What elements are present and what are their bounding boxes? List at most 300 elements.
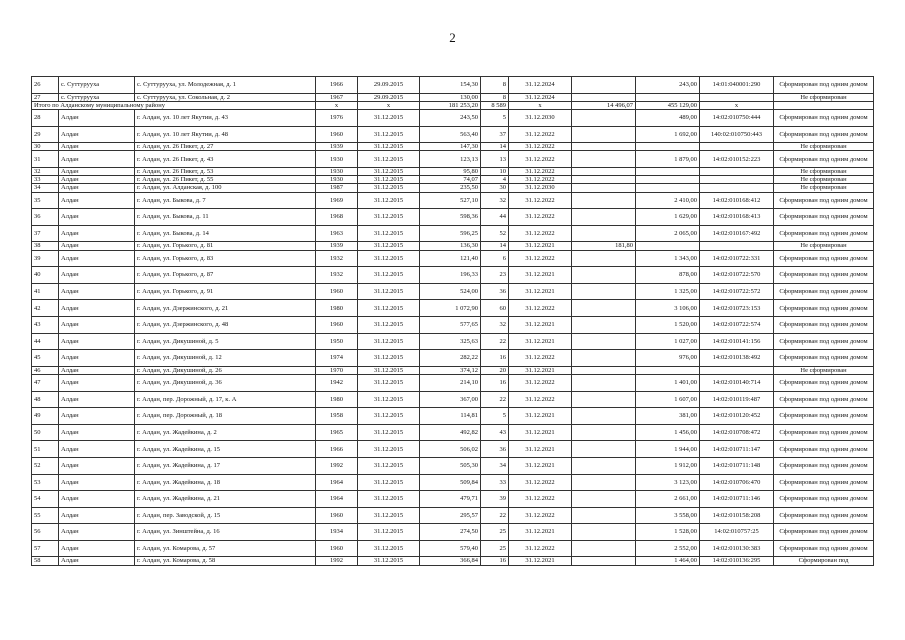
extra-value-cell <box>572 300 636 317</box>
settlement-name-cell: с. Суттурууха <box>59 93 135 101</box>
inclusion-date-cell: 31.12.2015 <box>358 250 420 267</box>
settlement-name-cell: Алдан <box>59 507 135 524</box>
row-number-cell: 31 <box>32 151 59 168</box>
settlement-name-cell: Алдан <box>59 225 135 242</box>
inclusion-date-cell: 29.09.2015 <box>358 77 420 94</box>
settlement-name-cell: Алдан <box>59 391 135 408</box>
land-status-cell: Не сформирован <box>774 242 874 250</box>
inclusion-date-cell: 31.12.2015 <box>358 176 420 184</box>
land-status-cell: Сформирован под одним домом <box>774 283 874 300</box>
area-cell: 123,13 <box>420 151 481 168</box>
planned-date-cell: 31.12.2021 <box>509 316 572 333</box>
area-cell: 492,82 <box>420 424 481 441</box>
area-cell: 505,30 <box>420 457 481 474</box>
area-cell: 509,84 <box>420 474 481 491</box>
area-cell: 74,07 <box>420 176 481 184</box>
residents-count-cell: 20 <box>481 366 509 374</box>
address-cell: г. Алдан, ул. 26 Пикет, д. 43 <box>135 151 316 168</box>
cadastral-number-cell: 14:02:010140:714 <box>700 374 774 391</box>
settlement-name-cell: Алдан <box>59 267 135 284</box>
land-status-cell: Не сформирован <box>774 366 874 374</box>
address-cell: г. Алдан, ул. Горького, д. 87 <box>135 267 316 284</box>
land-status-cell: Сформирован под одним домом <box>774 300 874 317</box>
row-number-cell: 36 <box>32 209 59 226</box>
cadastral-number-cell <box>700 184 774 192</box>
year-built-cell: 1987 <box>316 184 358 192</box>
land-status-cell: Не сформирован <box>774 176 874 184</box>
year-built-cell: 1976 <box>316 110 358 127</box>
address-cell: г. Алдан, ул. Быкова, д. 11 <box>135 209 316 226</box>
extra-value-cell <box>572 524 636 541</box>
area-cell: 130,00 <box>420 93 481 101</box>
land-status-cell: Сформирован под одним домом <box>774 225 874 242</box>
cadastral-number-cell: 14:02:010706:470 <box>700 474 774 491</box>
inclusion-date-cell: 31.12.2015 <box>358 267 420 284</box>
land-area-cell <box>636 93 700 101</box>
cadastral-number-cell: 14:02:010711:147 <box>700 441 774 458</box>
land-status-cell: Сформирован под одним домом <box>774 110 874 127</box>
inclusion-date-cell: 31.12.2015 <box>358 366 420 374</box>
table-row <box>32 167 874 175</box>
land-area-cell: 976,00 <box>636 350 700 367</box>
land-area-cell <box>636 184 700 192</box>
extra-value-cell: 181,80 <box>572 242 636 250</box>
table-row <box>32 408 874 425</box>
table-row <box>32 143 874 151</box>
cadastral-number-cell: 14:02:010136:295 <box>700 557 774 565</box>
address-cell: с. Суттурууха, ул. Молодежная, д. 1 <box>135 77 316 94</box>
settlement-name-cell: Алдан <box>59 557 135 565</box>
planned-date-cell: 31.12.2021 <box>509 333 572 350</box>
planned-date-cell: 31.12.2021 <box>509 557 572 565</box>
inclusion-date-cell: 31.12.2015 <box>358 283 420 300</box>
land-status-cell: Сформирован под одним домом <box>774 491 874 508</box>
table-row <box>32 300 874 317</box>
residents-count-cell: 30 <box>481 184 509 192</box>
area-cell: 524,00 <box>420 283 481 300</box>
extra-value-cell <box>572 350 636 367</box>
extra-value-cell <box>572 77 636 94</box>
row-number-cell: 53 <box>32 474 59 491</box>
settlement-name-cell: Алдан <box>59 350 135 367</box>
settlement-name-cell: Алдан <box>59 408 135 425</box>
residents-count-cell: 6 <box>481 250 509 267</box>
table-row <box>32 93 874 101</box>
cadastral-number-cell: 14:02:010138:492 <box>700 350 774 367</box>
land-area-cell: 1 027,00 <box>636 333 700 350</box>
land-status-cell: Сформирован под одним домом <box>774 391 874 408</box>
total-row-date2: x <box>509 101 572 109</box>
cadastral-number-cell: 14:02:010722:572 <box>700 283 774 300</box>
residents-count-cell: 23 <box>481 267 509 284</box>
address-cell: г. Алдан, ул. Дикушиной, д. 26 <box>135 366 316 374</box>
extra-value-cell <box>572 167 636 175</box>
residents-count-cell: 52 <box>481 225 509 242</box>
row-number-cell: 48 <box>32 391 59 408</box>
land-area-cell <box>636 366 700 374</box>
table-row <box>32 316 874 333</box>
area-cell: 506,02 <box>420 441 481 458</box>
planned-date-cell: 31.12.2021 <box>509 366 572 374</box>
row-number-cell: 52 <box>32 457 59 474</box>
land-area-cell: 2 410,00 <box>636 192 700 209</box>
planned-date-cell: 31.12.2021 <box>509 267 572 284</box>
cadastral-number-cell <box>700 366 774 374</box>
planned-date-cell: 31.12.2022 <box>509 374 572 391</box>
cadastral-number-cell: 14:02:010757:25 <box>700 524 774 541</box>
year-built-cell: 1950 <box>316 333 358 350</box>
settlement-name-cell: Алдан <box>59 457 135 474</box>
area-cell: 282,22 <box>420 350 481 367</box>
table-row <box>32 366 874 374</box>
settlement-name-cell: Алдан <box>59 374 135 391</box>
cadastral-number-cell: 14:01:040001:290 <box>700 77 774 94</box>
cadastral-number-cell: 14:02:010130:383 <box>700 540 774 557</box>
planned-date-cell: 31.12.2022 <box>509 350 572 367</box>
land-status-cell: Сформирован под одним домом <box>774 250 874 267</box>
land-status-cell: Сформирован под одним домом <box>774 350 874 367</box>
row-number-cell: 29 <box>32 126 59 143</box>
address-cell: с. Суттурууха, ул. Сокольная, д. 2 <box>135 93 316 101</box>
year-built-cell: 1934 <box>316 524 358 541</box>
planned-date-cell: 31.12.2030 <box>509 184 572 192</box>
table-row <box>32 474 874 491</box>
address-cell: г. Алдан, ул. Быкова, д. 7 <box>135 192 316 209</box>
land-area-cell: 1 528,00 <box>636 524 700 541</box>
cadastral-number-cell: 14:02:010722:331 <box>700 250 774 267</box>
extra-value-cell <box>572 366 636 374</box>
planned-date-cell: 31.12.2022 <box>509 250 572 267</box>
land-area-cell: 381,00 <box>636 408 700 425</box>
address-cell: г. Алдан, ул. 10 лет Якутии, д. 43 <box>135 110 316 127</box>
extra-value-cell <box>572 333 636 350</box>
planned-date-cell: 31.12.2022 <box>509 507 572 524</box>
inclusion-date-cell: 31.12.2015 <box>358 491 420 508</box>
residents-count-cell: 5 <box>481 110 509 127</box>
inclusion-date-cell: 31.12.2015 <box>358 167 420 175</box>
address-cell: г. Алдан, ул. Жадейкина, д. 21 <box>135 491 316 508</box>
residents-count-cell: 25 <box>481 524 509 541</box>
year-built-cell: 1960 <box>316 126 358 143</box>
residents-count-cell: 25 <box>481 540 509 557</box>
planned-date-cell: 31.12.2022 <box>509 491 572 508</box>
planned-date-cell: 31.12.2021 <box>509 524 572 541</box>
address-cell: г. Алдан, ул. Горького, д. 83 <box>135 250 316 267</box>
land-status-cell: Сформирован под одним домом <box>774 374 874 391</box>
inclusion-date-cell: 31.12.2015 <box>358 557 420 565</box>
table-body-before-total <box>32 77 874 102</box>
table-row <box>32 77 874 94</box>
cadastral-number-cell: 140:02:010750:443 <box>700 126 774 143</box>
planned-date-cell: 31.12.2021 <box>509 283 572 300</box>
table-row <box>32 110 874 127</box>
residents-count-cell: 34 <box>481 457 509 474</box>
extra-value-cell <box>572 457 636 474</box>
residents-count-cell: 36 <box>481 441 509 458</box>
area-cell: 374,12 <box>420 366 481 374</box>
address-cell: г. Алдан, ул. Быкова, д. 14 <box>135 225 316 242</box>
year-built-cell: 1974 <box>316 350 358 367</box>
table-row <box>32 126 874 143</box>
inclusion-date-cell: 31.12.2015 <box>358 300 420 317</box>
table-row <box>32 250 874 267</box>
year-built-cell: 1932 <box>316 267 358 284</box>
extra-value-cell <box>572 110 636 127</box>
row-number-cell: 40 <box>32 267 59 284</box>
settlement-name-cell: Алдан <box>59 424 135 441</box>
year-built-cell: 1960 <box>316 540 358 557</box>
extra-value-cell <box>572 143 636 151</box>
extra-value-cell <box>572 184 636 192</box>
land-area-cell <box>636 167 700 175</box>
address-cell: г. Алдан, ул. 26 Пикет, д. 27 <box>135 143 316 151</box>
planned-date-cell: 31.12.2021 <box>509 457 572 474</box>
cadastral-number-cell <box>700 93 774 101</box>
land-area-cell <box>636 242 700 250</box>
year-built-cell: 1967 <box>316 93 358 101</box>
extra-value-cell <box>572 151 636 168</box>
cadastral-number-cell <box>700 242 774 250</box>
land-area-cell: 2 661,00 <box>636 491 700 508</box>
land-area-cell: 243,00 <box>636 77 700 94</box>
table-row <box>32 424 874 441</box>
land-status-cell: Не сформирован <box>774 93 874 101</box>
inclusion-date-cell: 31.12.2015 <box>358 441 420 458</box>
extra-value-cell <box>572 176 636 184</box>
inclusion-date-cell: 31.12.2015 <box>358 126 420 143</box>
area-cell: 527,10 <box>420 192 481 209</box>
cadastral-number-cell: 14:02:010711:148 <box>700 457 774 474</box>
planned-date-cell: 31.12.2030 <box>509 110 572 127</box>
row-number-cell: 46 <box>32 366 59 374</box>
inclusion-date-cell: 31.12.2015 <box>358 192 420 209</box>
residents-count-cell: 37 <box>481 126 509 143</box>
inclusion-date-cell: 31.12.2015 <box>358 316 420 333</box>
extra-value-cell <box>572 316 636 333</box>
planned-date-cell: 31.12.2021 <box>509 408 572 425</box>
land-status-cell: Сформирован под <box>774 557 874 565</box>
table-body-total <box>32 101 874 109</box>
inclusion-date-cell: 31.12.2015 <box>358 225 420 242</box>
row-number-cell: 35 <box>32 192 59 209</box>
address-cell: г. Алдан, ул. Дзержинского, д. 21 <box>135 300 316 317</box>
land-area-cell: 878,00 <box>636 267 700 284</box>
settlement-name-cell: Алдан <box>59 126 135 143</box>
cadastral-number-cell: 14:02:010723:153 <box>700 300 774 317</box>
year-built-cell: 1969 <box>316 192 358 209</box>
extra-value-cell <box>572 441 636 458</box>
land-area-cell <box>636 176 700 184</box>
address-cell: г. Алдан, ул. 26 Пикет, д. 53 <box>135 167 316 175</box>
total-row-label: Итого по Алданскому муниципальному району <box>32 101 316 109</box>
row-number-cell: 47 <box>32 374 59 391</box>
address-cell: г. Алдан, ул. Комарова, д. 57 <box>135 540 316 557</box>
area-cell: 214,10 <box>420 374 481 391</box>
housing-register-table <box>31 76 874 566</box>
land-area-cell: 1 607,00 <box>636 391 700 408</box>
settlement-name-cell: Алдан <box>59 176 135 184</box>
area-cell: 577,65 <box>420 316 481 333</box>
row-number-cell: 39 <box>32 250 59 267</box>
planned-date-cell: 31.12.2022 <box>509 167 572 175</box>
extra-value-cell <box>572 391 636 408</box>
land-status-cell: Не сформирован <box>774 143 874 151</box>
land-status-cell: Сформирован под одним домом <box>774 408 874 425</box>
area-cell: 235,50 <box>420 184 481 192</box>
address-cell: г. Алдан, ул. Жадейкина, д. 18 <box>135 474 316 491</box>
extra-value-cell <box>572 474 636 491</box>
land-area-cell: 3 106,00 <box>636 300 700 317</box>
settlement-name-cell: Алдан <box>59 167 135 175</box>
year-built-cell: 1980 <box>316 391 358 408</box>
table-row <box>32 151 874 168</box>
area-cell: 367,00 <box>420 391 481 408</box>
table-row <box>32 457 874 474</box>
planned-date-cell: 31.12.2022 <box>509 391 572 408</box>
residents-count-cell: 36 <box>481 283 509 300</box>
inclusion-date-cell: 31.12.2015 <box>358 350 420 367</box>
land-status-cell: Сформирован под одним домом <box>774 540 874 557</box>
address-cell: г. Алдан, ул. Горького, д. 91 <box>135 283 316 300</box>
year-built-cell: 1960 <box>316 507 358 524</box>
address-cell: г. Алдан, ул. 26 Пикет, д. 55 <box>135 176 316 184</box>
row-number-cell: 51 <box>32 441 59 458</box>
planned-date-cell: 31.12.2021 <box>509 424 572 441</box>
extra-value-cell <box>572 540 636 557</box>
cadastral-number-cell: 14:02:010120:452 <box>700 408 774 425</box>
address-cell: г. Алдан, ул. Зинштейна, д. 16 <box>135 524 316 541</box>
row-number-cell: 49 <box>32 408 59 425</box>
year-built-cell: 1970 <box>316 366 358 374</box>
row-number-cell: 27 <box>32 93 59 101</box>
cadastral-number-cell: 14:02:010711:146 <box>700 491 774 508</box>
residents-count-cell: 33 <box>481 474 509 491</box>
year-built-cell: 1960 <box>316 316 358 333</box>
page-number: 2 <box>449 30 456 45</box>
table-row <box>32 267 874 284</box>
inclusion-date-cell: 31.12.2015 <box>358 524 420 541</box>
extra-value-cell <box>572 192 636 209</box>
cadastral-number-cell: 14:02:010158:208 <box>700 507 774 524</box>
inclusion-date-cell: 31.12.2015 <box>358 151 420 168</box>
year-built-cell: 1964 <box>316 491 358 508</box>
area-cell: 147,30 <box>420 143 481 151</box>
area-cell: 366,84 <box>420 557 481 565</box>
total-row <box>32 101 874 109</box>
row-number-cell: 33 <box>32 176 59 184</box>
table-row <box>32 524 874 541</box>
extra-value-cell <box>572 93 636 101</box>
residents-count-cell: 14 <box>481 143 509 151</box>
settlement-name-cell: Алдан <box>59 192 135 209</box>
land-status-cell: Сформирован под одним домом <box>774 316 874 333</box>
year-built-cell: 1992 <box>316 457 358 474</box>
land-status-cell: Сформирован под одним домом <box>774 151 874 168</box>
inclusion-date-cell: 31.12.2015 <box>358 408 420 425</box>
inclusion-date-cell: 31.12.2015 <box>358 391 420 408</box>
settlement-name-cell: с. Суттурууха <box>59 77 135 94</box>
year-built-cell: 1964 <box>316 474 358 491</box>
area-cell: 598,36 <box>420 209 481 226</box>
land-area-cell: 3 558,00 <box>636 507 700 524</box>
cadastral-number-cell: 14:02:010168:413 <box>700 209 774 226</box>
area-cell: 579,40 <box>420 540 481 557</box>
residents-count-cell: 5 <box>481 408 509 425</box>
extra-value-cell <box>572 557 636 565</box>
land-status-cell: Сформирован под одним домом <box>774 77 874 94</box>
row-number-cell: 42 <box>32 300 59 317</box>
settlement-name-cell: Алдан <box>59 110 135 127</box>
residents-count-cell: 22 <box>481 333 509 350</box>
residents-count-cell: 22 <box>481 391 509 408</box>
land-status-cell: Сформирован под одним домом <box>774 457 874 474</box>
land-status-cell: Сформирован под одним домом <box>774 267 874 284</box>
address-cell: г. Алдан, ул. Алданская, д. 100 <box>135 184 316 192</box>
planned-date-cell: 31.12.2022 <box>509 143 572 151</box>
area-cell: 479,71 <box>420 491 481 508</box>
residents-count-cell: 16 <box>481 557 509 565</box>
table-row <box>32 374 874 391</box>
table-row <box>32 391 874 408</box>
table-row <box>32 507 874 524</box>
row-number-cell: 34 <box>32 184 59 192</box>
total-row-status <box>774 101 874 109</box>
address-cell: г. Алдан, пер. Дорожный, д. 17, к. А <box>135 391 316 408</box>
table-row <box>32 192 874 209</box>
land-area-cell: 2 065,00 <box>636 225 700 242</box>
land-status-cell: Сформирован под одним домом <box>774 333 874 350</box>
address-cell: г. Алдан, ул. Дикушиной, д. 12 <box>135 350 316 367</box>
land-area-cell: 1 912,00 <box>636 457 700 474</box>
settlement-name-cell: Алдан <box>59 184 135 192</box>
inclusion-date-cell: 31.12.2015 <box>358 540 420 557</box>
residents-count-cell: 22 <box>481 507 509 524</box>
area-cell: 196,33 <box>420 267 481 284</box>
planned-date-cell: 31.12.2022 <box>509 192 572 209</box>
table-row <box>32 557 874 565</box>
total-row-date: x <box>358 101 420 109</box>
land-area-cell: 2 552,00 <box>636 540 700 557</box>
residents-count-cell: 8 <box>481 77 509 94</box>
planned-date-cell: 31.12.2022 <box>509 209 572 226</box>
land-area-cell: 489,00 <box>636 110 700 127</box>
inclusion-date-cell: 31.12.2015 <box>358 474 420 491</box>
year-built-cell: 1980 <box>316 300 358 317</box>
year-built-cell: 1932 <box>316 250 358 267</box>
year-built-cell: 1963 <box>316 225 358 242</box>
land-area-cell: 1 879,00 <box>636 151 700 168</box>
land-area-cell: 1 456,00 <box>636 424 700 441</box>
cadastral-number-cell: 14:02:010708:472 <box>700 424 774 441</box>
table-row <box>32 225 874 242</box>
address-cell: г. Алдан, пер. Дорожный, д. 18 <box>135 408 316 425</box>
settlement-name-cell: Алдан <box>59 524 135 541</box>
row-number-cell: 41 <box>32 283 59 300</box>
address-cell: г. Алдан, пер. Заводской, д. 15 <box>135 507 316 524</box>
area-cell: 121,40 <box>420 250 481 267</box>
extra-value-cell <box>572 408 636 425</box>
residents-count-cell: 8 <box>481 93 509 101</box>
table-row <box>32 333 874 350</box>
land-status-cell: Сформирован под одним домом <box>774 424 874 441</box>
area-cell: 243,50 <box>420 110 481 127</box>
inclusion-date-cell: 31.12.2015 <box>358 374 420 391</box>
table-row <box>32 176 874 184</box>
cadastral-number-cell: 14:02:010168:412 <box>700 192 774 209</box>
land-status-cell: Сформирован под одним домом <box>774 507 874 524</box>
inclusion-date-cell: 31.12.2015 <box>358 209 420 226</box>
year-built-cell: 1930 <box>316 151 358 168</box>
